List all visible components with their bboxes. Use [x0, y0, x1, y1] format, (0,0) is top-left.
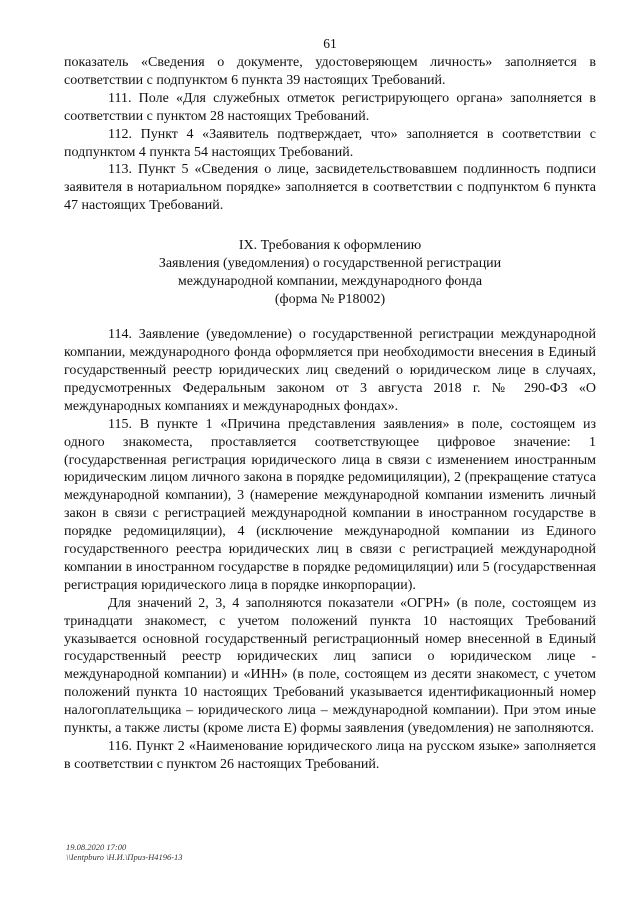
paragraph: 115. В пункте 1 «Причина представления заявления» в поле, состоящем из одного знакоместа, проставляется соответствующее цифровое значение: 1 (государственная регистрация юридического лица в связи с изменением иностранным юридическим лицом личного закона в порядке редомициляции), 2 (прекращение статуса международной компании), 3 (намерение международной компании изменить личный закон в связи с регистрацией международной компании в иностранном государстве в порядке редомициляции), 4 (исключение международной компании из Единого государственного реестра юридических лиц в связи с регистрацией международной компании в иностранном государстве в порядке редомициляции) или 5 (государственная регистрация юридического лица в порядке инкорпорации). — [64, 416, 596, 593]
page-number: 61 — [323, 36, 337, 51]
section-heading-line-1: IX. Требования к оформлению — [238, 238, 422, 254]
paragraph: 116. Пункт 2 «Наименование юридического лица на русском языке» заполняется в соответствии с пунктом 26 настоящих Требований. — [64, 739, 596, 772]
paragraph: 111. Поле «Для служебных отметок регистрирующего органа» заполняется в соответствии с пунктом 28 настоящих Требований. — [64, 90, 596, 124]
section-heading-line-2: Заявления (уведомления) о государственной регистрации — [158, 256, 502, 272]
footer-stamp — [66, 842, 183, 862]
paragraphs-top — [64, 54, 596, 215]
paragraph: 112. Пункт 4 «Заявитель подтверждает, что» заполняется в соответствии с подпунктом 4 пункта 54 настоящих Требований. — [64, 126, 596, 160]
paragraph: 114. Заявление (уведомление) о государственной регистрации международной компании, международного фонда оформляется при необходимости внесения в Единый государственный реестр юридических лиц сведений о юридическом лице в случаях, предусмотренных Федеральным законом от 3 августа 2018 г. № 290-ФЗ «О международных компаниях и международных фондах». — [64, 327, 596, 414]
paragraph: 113. Пункт 5 «Сведения о лице, засвидетельствовавшем подлинность подписи заявителя в нотариальном порядке» заполняется в соответствии с подпунктом 6 пункта 47 настоящих Требований. — [64, 162, 596, 214]
section-heading — [64, 237, 596, 309]
footer-code: \\Ientpburo \Н.И.\Приз-Н4196-13 — [66, 852, 183, 862]
footer-date: 19.08.2020 17:00 — [66, 842, 127, 852]
paragraph: показатель «Сведения о документе, удостоверяющем личность» заполняется в соответствии с подпунктом 6 пункта 39 настоящих Требований. — [64, 55, 596, 88]
section-heading-line-3: международной компании, международного фонда — [177, 274, 483, 290]
section-heading-line-4: (форма № Р18002) — [274, 292, 386, 308]
paragraphs-bottom — [64, 326, 596, 774]
paragraph: Для значений 2, 3, 4 заполняются показатели «ОГРН» (в поле, состоящем из тринадцати знакомест, с учетом положений пункта 10 настоящих Требований указывается основной государственный регистрационный номер внесенной в Единый государственный реестр юридических лиц записи о юридическом лице - международной компании) и «ИНН» (в поле, состоящем из десяти знакомест, с учетом положений пункта 10 настоящих Требований указывается идентификационный номер налогоплательщика – юридического лица – международной компании). При этом иные пункты, а также листы (кроме листа Е) формы заявления (уведомления) не заполняются. — [64, 595, 596, 737]
